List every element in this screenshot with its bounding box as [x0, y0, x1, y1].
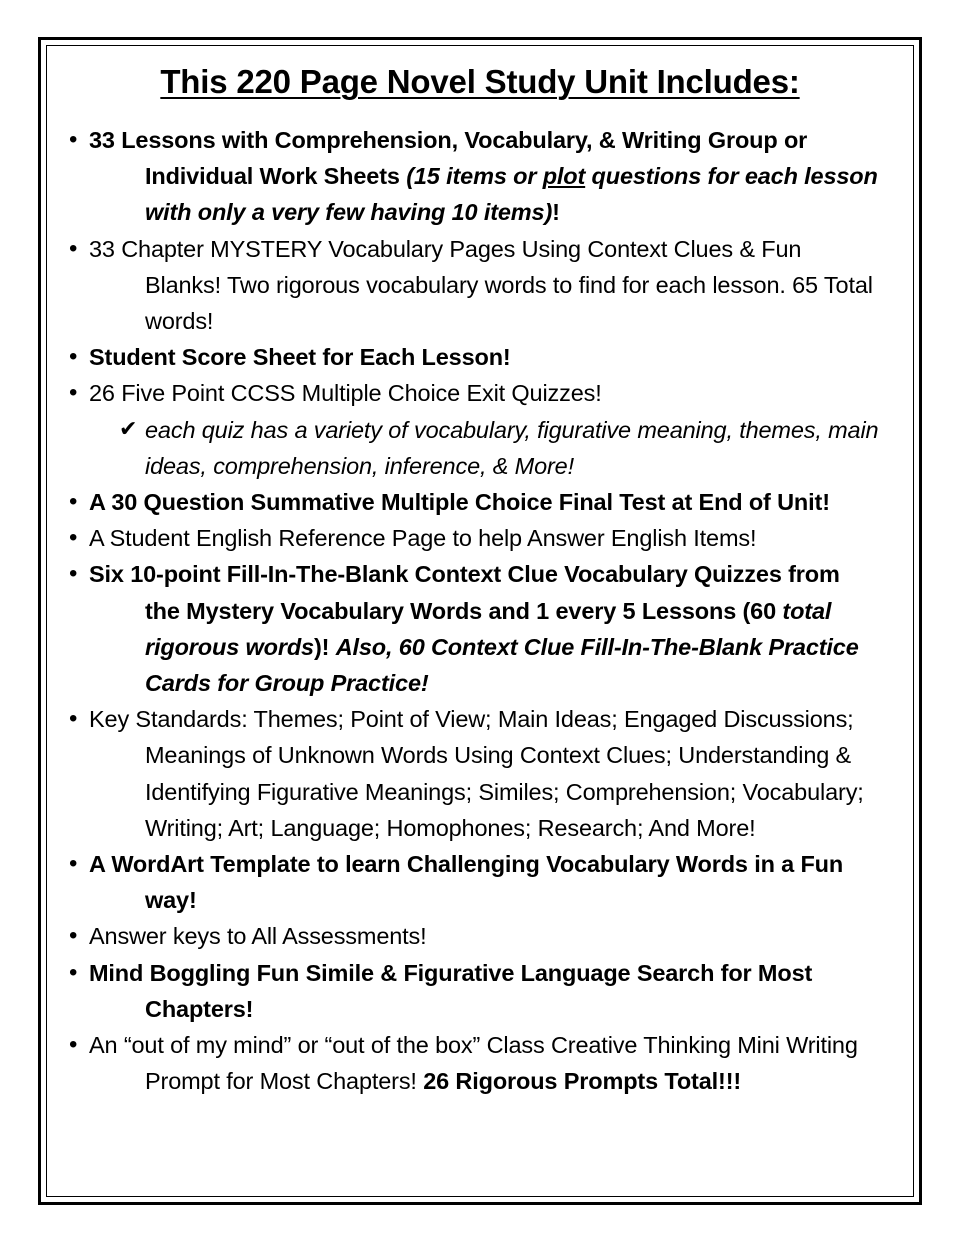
- item-text-underlined: plot: [542, 163, 586, 190]
- item-text-bold: 26 Rigorous Prompts Total!!!: [423, 1068, 742, 1095]
- list-item: [69, 1027, 879, 1099]
- item-text: 33 Lessons with Comprehension, Vocabulary, & Writing Group or Individual Work Sheets: [89, 127, 808, 190]
- list-item: [69, 375, 879, 411]
- list-item: [69, 520, 879, 556]
- item-text: 26 Five Point CCSS Multiple Choice Exit Quizzes!: [89, 380, 602, 407]
- item-text-italic: questions for each lesson with only a very few having 10 items): [145, 163, 878, 226]
- sub-list-item: [69, 412, 879, 484]
- list-item: [69, 231, 879, 340]
- list-item: [69, 846, 879, 918]
- item-text: Student Score Sheet for Each Lesson!: [89, 344, 511, 371]
- item-text: )!: [313, 633, 336, 660]
- item-text-italic: (15 items or: [406, 163, 543, 190]
- item-text: A Student English Reference Page to help Answer English Items!: [89, 525, 757, 552]
- list-item: [69, 484, 879, 520]
- item-text: 33 Chapter MYSTERY Vocabulary Pages Using Context Clues & Fun Blanks! Two rigorous vocabulary words to find for each lesson. 65 Total words!: [89, 235, 873, 335]
- list-item: [69, 918, 879, 954]
- item-text: Mind Boggling Fun Simile & Figurative Language Search for Most Chapters!: [89, 959, 813, 1022]
- item-text-italic: Also, 60 Context Clue Fill-In-The-Blank Practice Cards for Group Practice!: [145, 633, 859, 697]
- checkmark-icon: ✔: [119, 416, 138, 442]
- list-item: [69, 122, 879, 231]
- list-item: [69, 556, 879, 701]
- item-text: An “out of my mind” or “out of the box” Class Creative Thinking Mini Writing Prompt for Most Chapters!: [89, 1032, 858, 1095]
- list-item: [69, 339, 879, 375]
- item-text: A 30 Question Summative Multiple Choice Final Test at End of Unit!: [89, 489, 830, 516]
- item-text-italic: total rigorous words: [145, 597, 832, 660]
- item-text: Key Standards: Themes; Point of View; Main Ideas; Engaged Discussions; Meanings of Unknown Words Using Context Clues; Understanding & Identifying Figurative Meanings; Similes; Comprehension; Vocabulary; Writing; Art; Language; Homophones; Research; And More!: [89, 706, 864, 841]
- feature-list: [69, 122, 879, 1099]
- item-text: Answer keys to All Assessments!: [89, 923, 427, 950]
- item-text: !: [552, 199, 560, 226]
- list-item: [69, 701, 879, 846]
- sub-item-text: each quiz has a variety of vocabulary, figurative meaning, themes, main ideas, comprehension, inference, & More!: [145, 416, 879, 479]
- item-text: Six 10-point Fill-In-The-Blank Context Clue Vocabulary Quizzes from the Mystery Vocabulary Words and 1 every 5 Lessons (60: [89, 561, 840, 624]
- list-item: [69, 955, 879, 1027]
- item-text: A WordArt Template to learn Challenging Vocabulary Words in a Fun way!: [89, 851, 844, 914]
- page-border: [38, 37, 922, 1205]
- page-title: This 220 Page Novel Study Unit Includes:: [160, 63, 800, 100]
